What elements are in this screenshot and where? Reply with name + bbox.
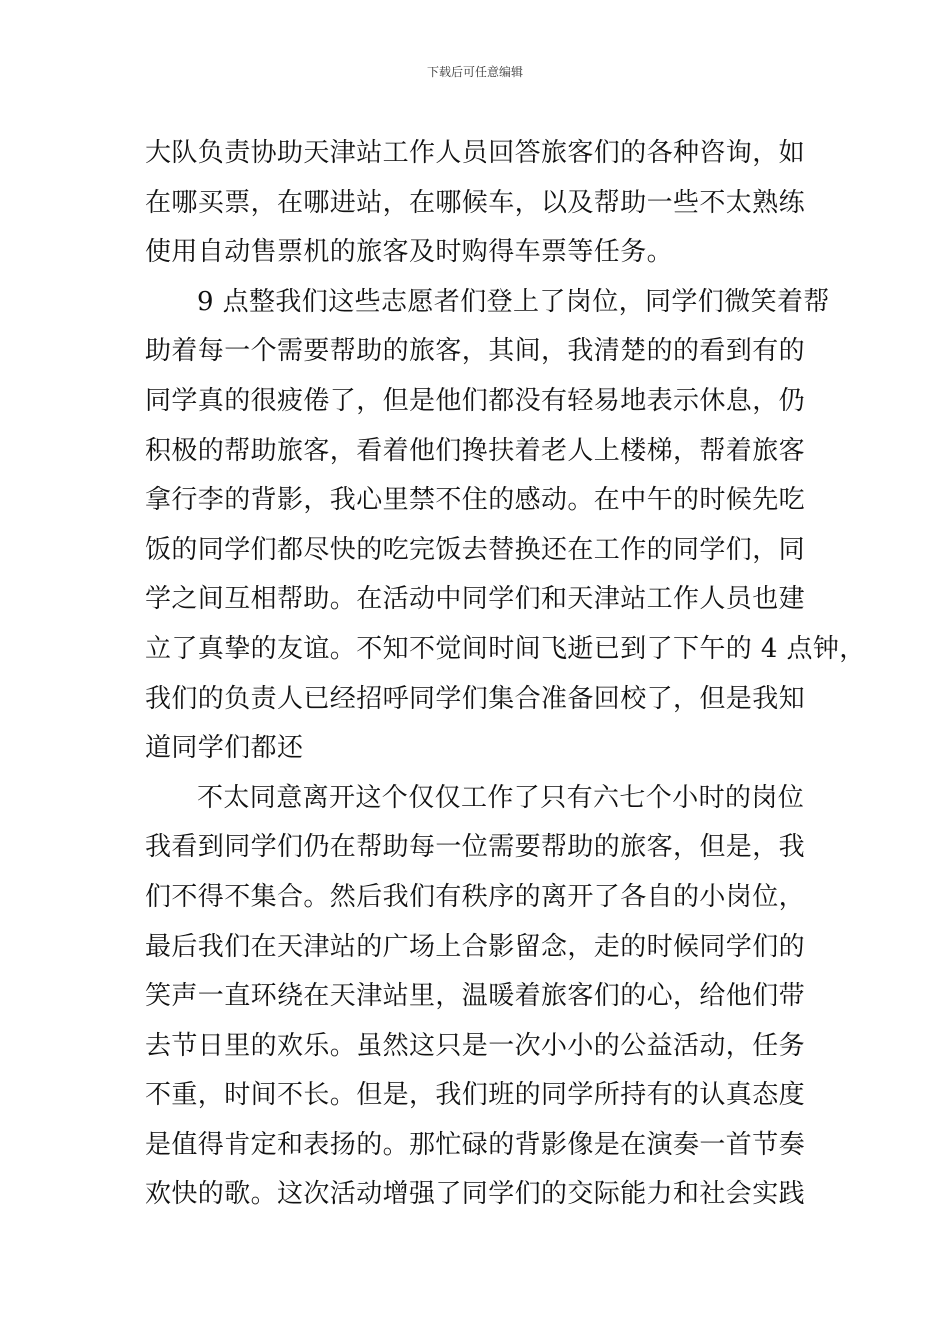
text-line: 在哪买票，在哪进站，在哪候车，以及帮助一些不太熟练 bbox=[145, 187, 806, 218]
paragraph-2 bbox=[145, 278, 866, 774]
text-line: 不太同意离开这个仅仅工作了只有六七个小时的岗位 bbox=[197, 782, 805, 813]
text-line: 饭的同学们都尽快的吃完饭去替换还在工作的同学们，同 bbox=[145, 534, 806, 565]
text-line: 立了真挚的友谊。不知不觉间时间飞逝已到了下午的 4 点钟， bbox=[145, 633, 866, 664]
text-line: 笑声一直环绕在天津站里，温暖着旅客们的心，给他们带 bbox=[145, 981, 806, 1012]
text-line: 助着每一个需要帮助的旅客，其间，我清楚的的看到有的 bbox=[145, 336, 806, 367]
text-line: 同学真的很疲倦了，但是他们都没有轻易地表示休息，仍 bbox=[145, 385, 806, 416]
paragraph-1 bbox=[145, 129, 809, 278]
text-line: 我看到同学们仍在帮助每一位需要帮助的旅客，但是，我 bbox=[145, 832, 806, 863]
text-line: 学之间互相帮助。在活动中同学们和天津站工作人员也建 bbox=[145, 584, 806, 615]
text-line: 大队负责协助天津站工作人员回答旅客们的各种咨询，如 bbox=[145, 138, 806, 168]
text-line: 不重，时间不长。但是，我们班的同学所持有的认真态度 bbox=[145, 1080, 806, 1111]
text-line: 9 点整我们这些志愿者们登上了岗位，同学们微笑着帮 bbox=[197, 286, 830, 317]
text-line: 我们的负责人已经招呼同学们集合准备回校了，但是我知 bbox=[145, 683, 806, 714]
text-line: 道同学们都还 bbox=[145, 733, 304, 764]
text-line: 最后我们在天津站的广场上合影留念，走的时候同学们的 bbox=[145, 931, 806, 962]
text-line: 去节日里的欢乐。虽然这只是一次小小的公益活动，任务 bbox=[145, 1030, 806, 1061]
text-line: 拿行李的背影，我心里禁不住的感动。在中午的时候先吃 bbox=[145, 485, 806, 516]
document-body bbox=[145, 129, 866, 1220]
text-line: 是值得肯定和表扬的。那忙碌的背影像是在演奏一首节奏 bbox=[145, 1129, 806, 1160]
text-line: 积极的帮助旅客，看着他们搀扶着老人上楼梯，帮着旅客 bbox=[145, 435, 806, 466]
paragraph-3 bbox=[145, 774, 809, 1220]
text-line: 们不得不集合。然后我们有秩序的离开了各自的小岗位， bbox=[145, 881, 806, 912]
text-line: 欢快的歌。这次活动增强了同学们的交际能力和社会实践 bbox=[145, 1179, 806, 1210]
page-header: 下载后可任意编辑 bbox=[426, 65, 523, 79]
text-line: 使用自动售票机的旅客及时购得车票等任务。 bbox=[145, 237, 674, 268]
